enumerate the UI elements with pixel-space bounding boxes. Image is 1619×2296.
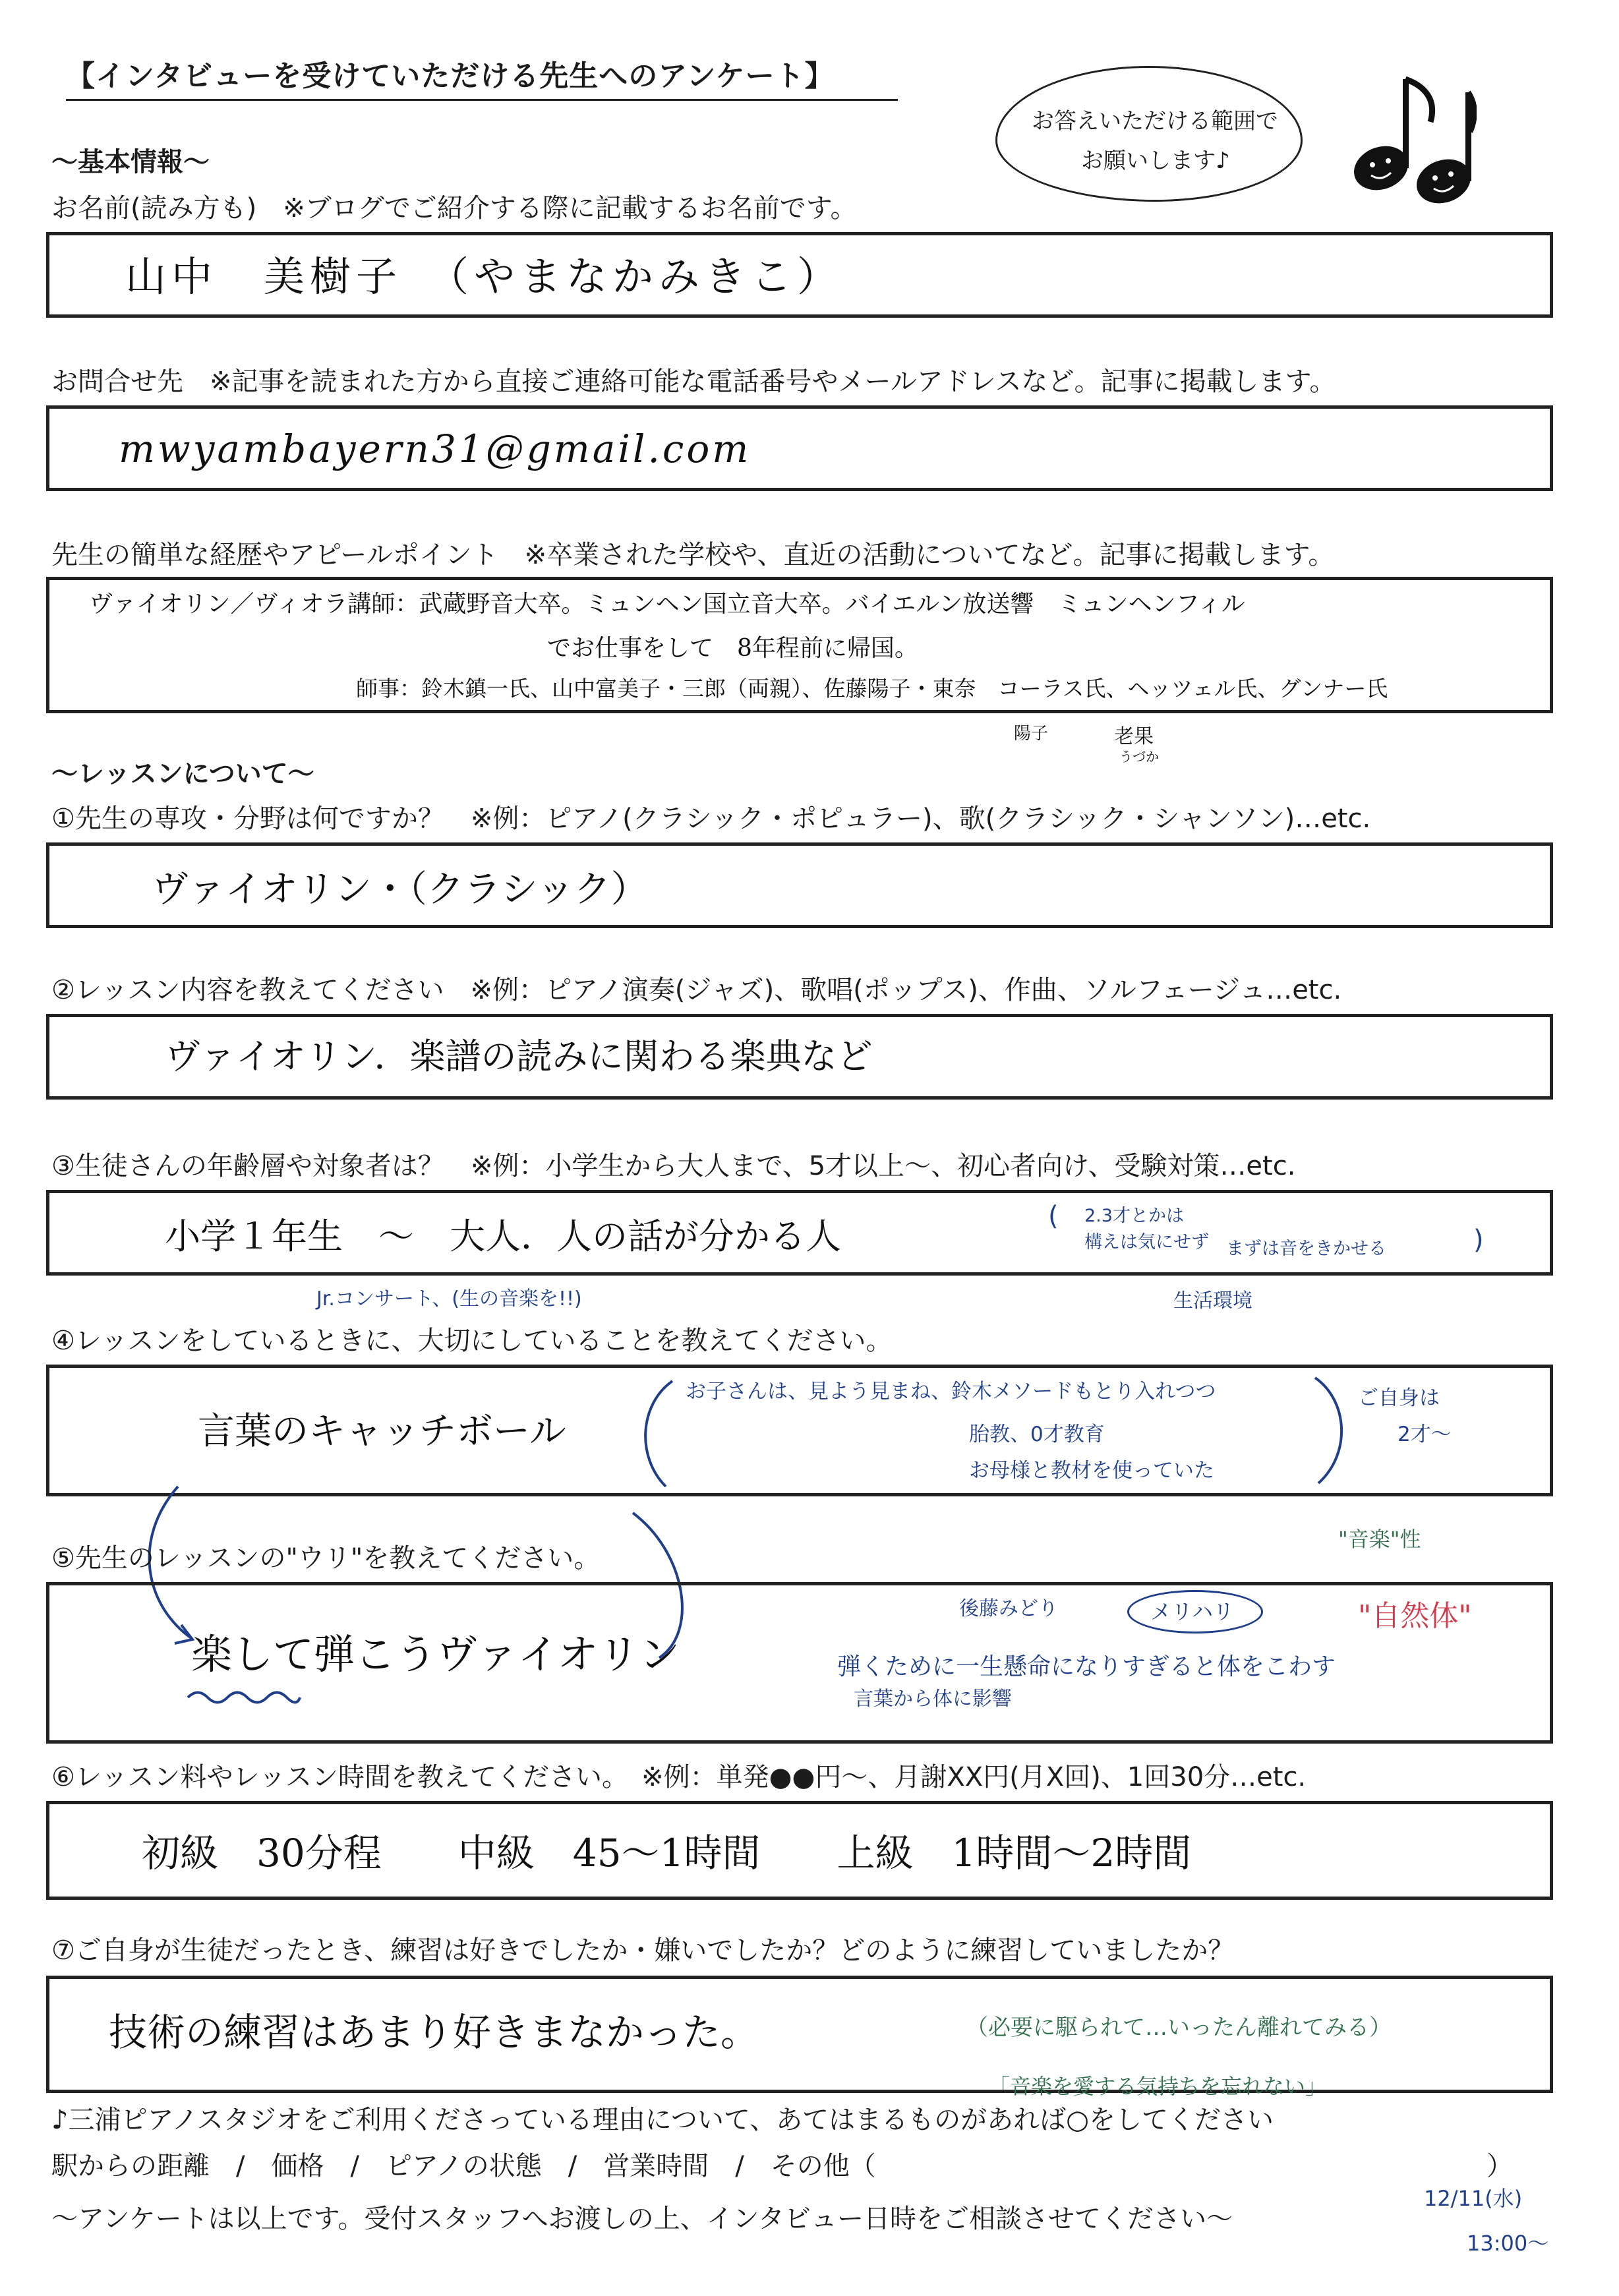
career-answer-line1: ヴァイオリン／ヴィオラ講師：武蔵野音大卒。ミュンヘン国立音大卒。バイエルン放送響 ミュンヘンフィル [89,591,1245,618]
q2-label: ②レッスン内容を教えてください ※例：ピアノ演奏(ジャズ)、歌唱(ポップス)、作曲、ソルフェージュ…etc. [51,975,1342,1005]
reason-close-paren: ） [1487,2151,1513,2181]
title-underline [66,99,898,101]
name-answer: 山中 美樹子 （やまなかみきこ） [125,252,844,301]
q4-label: ④レッスンをしているときに、大切にしていることを教えてください。 [51,1326,893,1356]
reason-options: 駅からの距離 / 価格 / ピアノの状態 / 営業時間 / その他（ [51,2151,876,2181]
q3-note-a: 2.3才とかは [1084,1206,1184,1226]
q7-note-a: （必要に駆られて…いったん離れてみる） [966,2015,1392,2041]
q4-bracket-right [1309,1374,1355,1487]
q3-note-close-paren: ) [1473,1225,1484,1255]
q3-note-open-paren: ( [1048,1201,1059,1231]
form-title: 【インタビューを受けていただける先生へのアンケート】 [66,59,835,93]
q3-note-e: 生活環境 [1173,1289,1252,1312]
bubble-text-line1: お答えいただける範囲で [1032,108,1278,134]
q3-label: ③生徒さんの年齢層や対象者は？ ※例：小学生から大人まで、5才以上～、初心者向け、受験対策…etc. [51,1151,1296,1181]
q5-note-e: 弾くために一生懸命になりすぎると体をこわす [837,1653,1336,1680]
q5-note-f: 言葉から体に影響 [854,1688,1012,1711]
career-note-kanji: 老果 [1114,725,1154,748]
q2-answer: ヴァイオリン．楽譜の読みに関わる楽典など [165,1036,873,1077]
name-label: お名前(読み方も) ※ブログでご紹介する際に記載するお名前です。 [51,193,857,223]
time-note: 13:00～ [1467,2231,1549,2256]
q3-note-b: 構えは気にせず [1084,1232,1209,1252]
q5-answer: 楽して弾こうヴァイオリン [191,1630,680,1678]
q3-note-c: まずは音をきかせる [1226,1239,1386,1259]
career-answer-line2: でお仕事をして 8年程前に帰国。 [547,635,918,662]
contact-label: お問合せ先 ※記事を読まれた方から直接ご連絡可能な電話番号やメールアドレスなど。記事に掲載します。 [51,367,1336,397]
q1-label: ①先生の専攻・分野は何ですか？ ※例：ピアノ(クラシック・ポピュラー)、歌(クラシック・シャンソン)…etc. [51,804,1371,834]
q4-note-e: 2才～ [1398,1423,1452,1446]
reason-label: ♪三浦ピアノスタジオをご利用くださっている理由について、あてはまるものがあれば○をしてください [51,2105,1274,2135]
closing-text: ～アンケートは以上です。受付スタッフへお渡しの上、インタビュー日時をご相談させてください～ [51,2204,1233,2234]
q6-label: ⑥レッスン料やレッスン時間を教えてください。 ※例：単発●●円～、月謝XX円(月X回)、1回30分…etc. [51,1762,1307,1792]
q7-answer: 技術の練習はあまり好きまなかった。 [109,2010,759,2055]
contact-answer: mwyambayern31@gmail.com [119,427,751,471]
q5-note-b: メリハリ [1150,1599,1235,1624]
bubble-text-line2: お願いします♪ [1081,148,1230,174]
music-notes-icon [1345,59,1477,211]
career-note-yoko: 陽子 [1014,724,1049,744]
q5-note-d: "自然体" [1358,1599,1472,1633]
q4-note-d: ご自身は [1358,1386,1440,1410]
q5-wavy-underline [185,1688,303,1707]
basic-info-heading: ～基本情報～ [51,147,210,177]
q3-answer: 小学１年生 ～ 大人．人の話が分かる人 [165,1216,841,1257]
q7-note-b: 「音楽を愛する気持ちを忘れない」 [989,2074,1327,2099]
q6-answer: 初級 30分程 中級 45～1時間 上級 1時間～2時間 [142,1831,1192,1875]
q3-note-d: Jr.コンサート、(生の音楽を!!) [316,1287,582,1310]
q7-label: ⑦ご自身が生徒だったとき、練習は好きでしたか・嫌いでしたか？どのように練習していましたか？ [51,1935,1235,1966]
career-note-reading: うづか [1119,749,1159,765]
q4-answer: 言葉のキャッチボール [198,1410,566,1453]
career-answer-line3: 師事：鈴木鎮一氏、山中富美子・三郎（両親）、佐藤陽子・東奈 コーラス氏、ヘッツェル氏、グンナー氏 [356,676,1388,701]
q4-note-a: お子さんは、見よう見まね、鈴木メソードもとり入れつつ [686,1380,1216,1403]
q4-note-b: 胎教、0才教育 [969,1423,1105,1446]
q5-note-c: "音楽"性 [1338,1527,1421,1552]
q4-note-c: お母様と教材を使っていた [969,1459,1214,1483]
career-label: 先生の簡単な経歴やアピールポイント ※卒業された学校や、直近の活動についてなど。記事に掲載します。 [51,540,1335,570]
q1-answer: ヴァイオリン・（クラシック） [152,868,648,911]
lesson-heading: ～レッスンについて～ [51,759,314,789]
date-note: 12/11(水) [1424,2186,1523,2211]
q5-note-a: 後藤みどり [959,1597,1058,1620]
q5-label: ⑤先生のレッスンの"ウリ"を教えてください。 [51,1543,601,1574]
